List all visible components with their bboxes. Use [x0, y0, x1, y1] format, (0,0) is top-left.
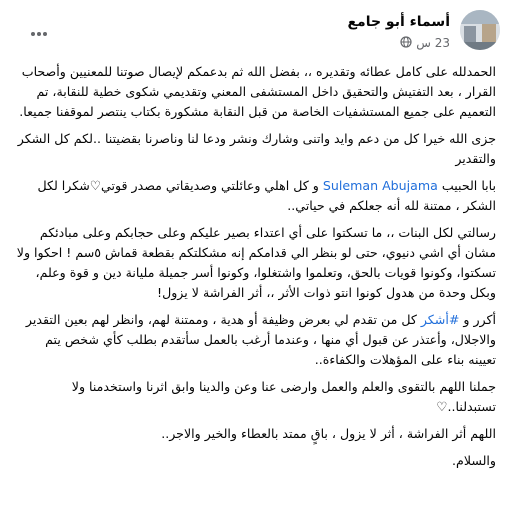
globe-icon	[400, 36, 412, 51]
post-text: رسالتي لكل البنات ،، ما تسكتوا على أي اعتداء بصير عليكم وعلى حجابكم وعلى مبادئكم مشان أي اشي دنيوي، حتى لو بنظر الي قدامكم إنه مشكلتكم بقطعة قماش ٥سم ! احكوا ولا تسكتوا، وكونوا قويات بالحق، وتعلموا واشتغلوا، وكونوا أسر جميلة مليانة دين و قوة وعلم، وبكل وحدة من هدول كونوا انتو ذوات الأثر ،، أثر الفراشة لا يزول!	[16, 225, 496, 300]
post-text: والسلام.	[452, 453, 496, 468]
more-horizontal-icon	[30, 31, 48, 37]
hashtag-link[interactable]: #أشكر	[420, 312, 460, 327]
post-paragraph	[14, 129, 496, 169]
post-text: و كل اهلي وعائلتي وصديقاتي مصدر قوتي♡شكرا لكل الشكر ، ممتنة لله أنه جعلكم في حياتي..	[37, 178, 496, 213]
post-header	[0, 0, 512, 64]
post-time[interactable]: 23 س	[416, 36, 450, 50]
post-text: اللهم أثر الفراشة ، أثر لا يزول ، باقٍ ممتد بالعطاء والخير والاجر..	[161, 426, 496, 441]
post-text: كل من تقدم لي بعرض وظيفة أو هدية ، وممتنة لهم، وانظر لهم بعين التقدير والاجلال، وأعتذر عن قبول أي منها ، وعندما أرغب بالعمل سأتقدم بطلب كأي شخص يتم تعيينه بناء على المؤهلات والكفاءة..	[25, 312, 496, 367]
post-meta	[397, 36, 450, 51]
post-paragraph	[14, 451, 496, 471]
post-text: جزى الله خيرا كل من دعم وايد واتنى وشارك ونشر ودعا لنا وناصرنا بقضيتنا ..لكم كل الشكر والتقدير	[17, 131, 496, 166]
post-text: جملنا اللهم بالتقوى والعلم والعمل وارضى عنا وعن والدينا وابق اثرنا واستخدمنا ولا تستبدلنا..♡	[71, 379, 496, 414]
post-paragraph	[14, 310, 496, 370]
post-text: بابا الحبيب	[437, 178, 496, 193]
more-options-button[interactable]	[26, 24, 52, 44]
author-avatar[interactable]	[460, 10, 500, 50]
post-body	[14, 62, 496, 478]
author-name[interactable]: أسماء أبو جامع	[347, 14, 450, 30]
post-paragraph	[14, 62, 496, 122]
post-paragraph	[14, 377, 496, 417]
mention-link[interactable]: Suleman Abujama	[322, 178, 438, 193]
avatar-image	[460, 10, 500, 50]
post-text: أكرر و	[459, 312, 496, 327]
post-paragraph	[14, 223, 496, 303]
post-text: الحمدلله على كامل عطائه وتقديره ،، بفضل الله ثم بدعمكم لإيصال صوتنا للمعنيين وأصحاب القرار ، بعد التفتيش والتحقيق داخل المستشفى المعني وتقديمي شكوى خطية للنقابة، تم التعميم على جميع المستشفيات الخاصة من قبل النقابة مشكورة بكتاب ينتصر لموقفنا جميعا.	[19, 64, 496, 119]
post-paragraph	[14, 424, 496, 444]
post-paragraph	[14, 176, 496, 216]
